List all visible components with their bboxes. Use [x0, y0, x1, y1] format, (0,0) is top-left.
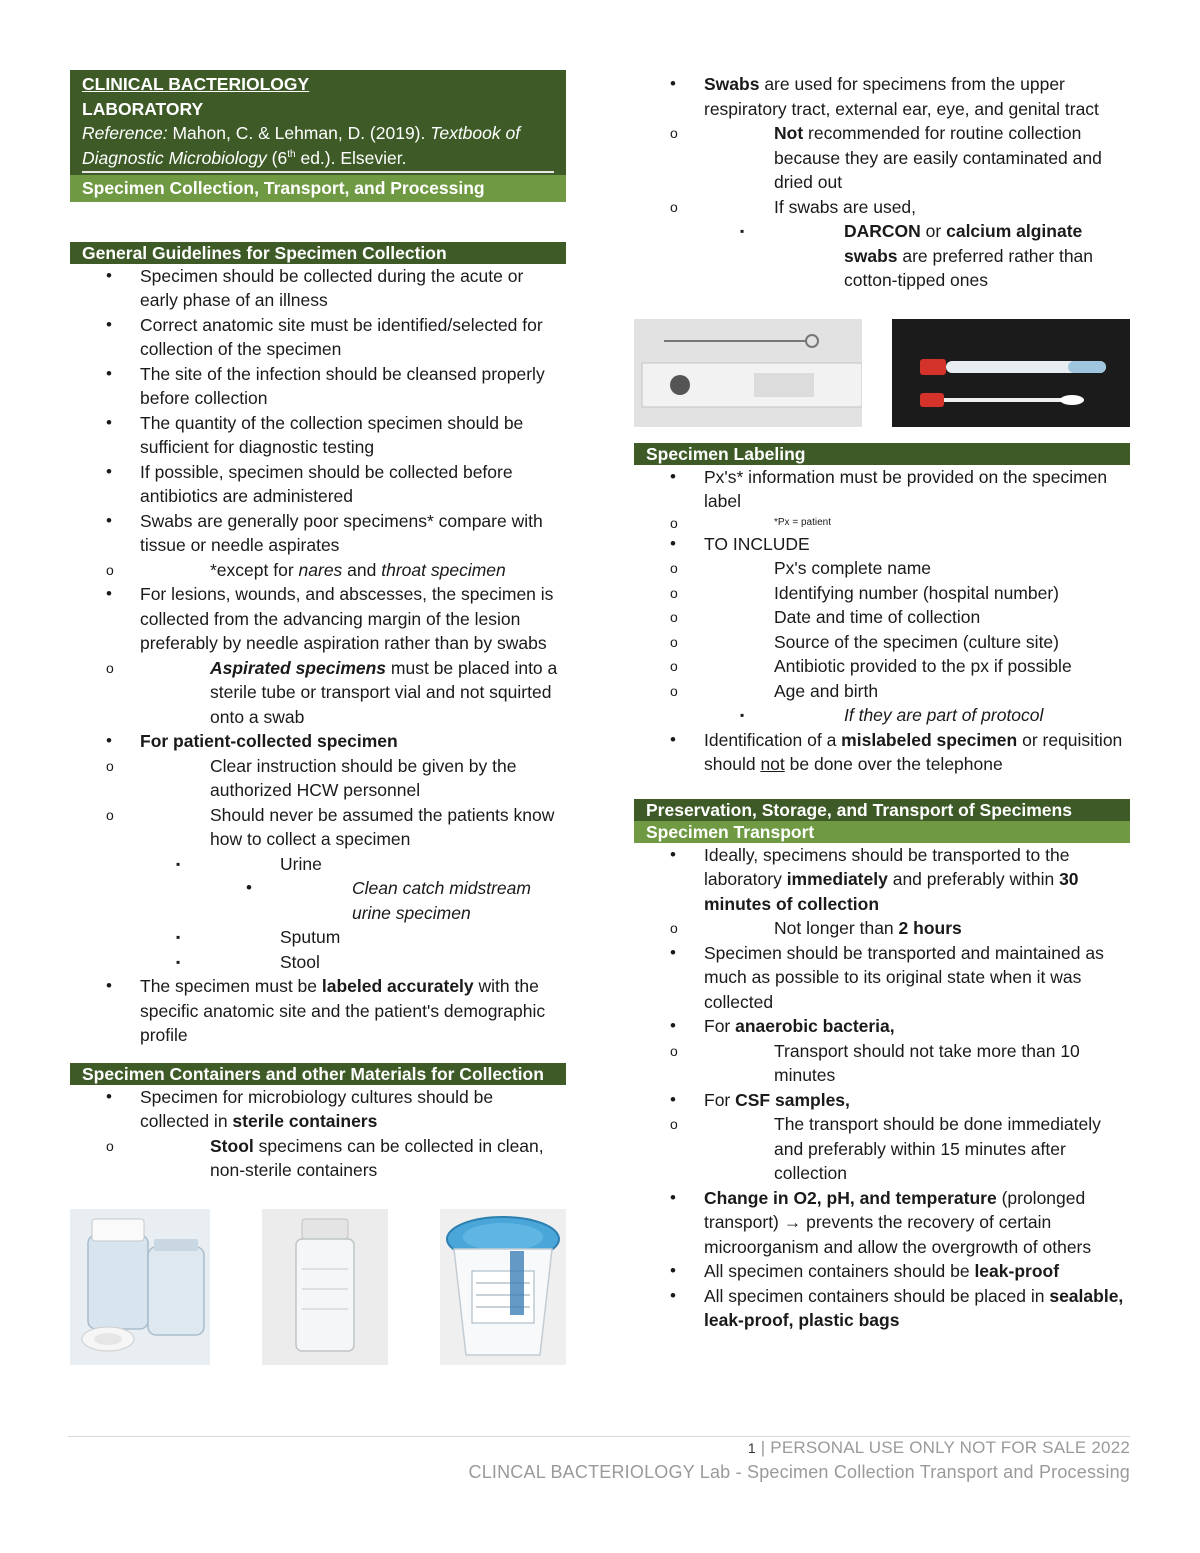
- list-item: • For lesions, wounds, and abscesses, the specimen is collected from the advancing margin of the lesion preferably by needle aspiration rather than by swabs o Aspirated specimens must be placed into a sterile tube or transport vial and not squirted onto a swab: [70, 582, 566, 729]
- list-item: o Source of the specimen (culture site): [634, 630, 1130, 655]
- glass-bottle-image: [262, 1209, 388, 1365]
- doc-subtitle: Specimen Collection, Transport, and Processing: [70, 175, 566, 202]
- section-subheading-transport: Specimen Transport: [634, 821, 1130, 843]
- list-item: • For patient-collected specimen o Clear instruction should be given by the authorized HCW personnel o Should never be assumed the patients know how to collect a specimen ▪ Urine • Clean catch midstream urine specimen ▪ Sputum ▪ Stool: [70, 729, 566, 974]
- list-item: • TO INCLUDE o Px's complete name o Identifying number (hospital number) o Date and time of collection o Source of the specimen (culture site) o Antibiotic provided to the px if possible o Age and birth ▪ If they are part of protocol: [634, 532, 1130, 728]
- specimen-cup-image: [440, 1209, 566, 1365]
- swab-tubes-image: [892, 319, 1130, 427]
- list-item: o *Px = patient: [634, 514, 1130, 532]
- list-item: • All specimen containers should be leak-proof: [634, 1259, 1130, 1284]
- containers-list: [70, 1085, 566, 1183]
- list-item: o Stool specimens can be collected in clean, non-sterile containers: [70, 1134, 566, 1183]
- section-heading-general: General Guidelines for Specimen Collection: [70, 242, 566, 264]
- reference: Reference: Mahon, C. & Lehman, D. (2019). Textbook of Diagnostic Microbiology (6th ed.). Elsevier.: [82, 121, 554, 173]
- list-item: • If possible, specimen should be collected before antibiotics are administered: [70, 460, 566, 509]
- list-item: • Specimen should be collected during the acute or early phase of an illness: [70, 264, 566, 313]
- list-item: o Date and time of collection: [634, 605, 1130, 630]
- swab-photos: [634, 319, 1130, 427]
- list-item: • Correct anatomic site must be identified/selected for collection of the specimen: [70, 313, 566, 362]
- list-item: ▪ DARCON or calcium alginate swabs are preferred rather than cotton-tipped ones: [704, 219, 1130, 293]
- list-item: o Aspirated specimens must be placed into a sterile tube or transport vial and not squirted onto a swab: [70, 656, 566, 730]
- section-heading-preservation: Preservation, Storage, and Transport of Specimens: [634, 799, 1130, 821]
- list-item: ▪ Sputum: [140, 925, 566, 950]
- swab-package-image: [634, 319, 862, 427]
- list-item: o Should never be assumed the patients know how to collect a specimen ▪ Urine • Clean catch midstream urine specimen ▪ Sputum ▪ Stool: [70, 803, 566, 975]
- list-item: • Px's* information must be provided on the specimen label o *Px = patient: [634, 465, 1130, 532]
- list-item: o Transport should not take more than 10 minutes: [634, 1039, 1130, 1088]
- transport-list: [634, 843, 1130, 1333]
- labeling-list: [634, 465, 1130, 777]
- containers-photo: [70, 1209, 566, 1365]
- list-item: • For anaerobic bacteria, o Transport should not take more than 10 minutes: [634, 1014, 1130, 1088]
- list-item: • Ideally, specimens should be transported to the laboratory immediately and preferably within 30 minutes of collection o Not longer than 2 hours: [634, 843, 1130, 941]
- plastic-jars-image: [70, 1209, 210, 1365]
- list-item: o Px's complete name: [634, 556, 1130, 581]
- list-item: • Identification of a mislabeled specimen or requisition should not be done over the telephone: [634, 728, 1130, 777]
- list-item: ▪ Urine • Clean catch midstream urine specimen: [140, 852, 566, 926]
- swabs-list: [634, 72, 1130, 293]
- list-item: • Specimen for microbiology cultures should be collected in sterile containers o Stool specimens can be collected in clean, non-sterile containers: [70, 1085, 566, 1183]
- footer-line1: 1 | PERSONAL USE ONLY NOT FOR SALE 2022: [747, 1438, 1130, 1457]
- list-item: • Swabs are used for specimens from the upper respiratory tract, external ear, eye, and genital tract o Not recommended for routine collection because they are easily contaminated and dried out o If swabs are used, ▪ DARCON or calcium alginate swabs are preferred rather than cotton-tipped ones: [634, 72, 1130, 293]
- doc-title-line1: CLINICAL BACTERIOLOGY: [82, 74, 310, 94]
- list-item: o Not recommended for routine collection because they are easily contaminated and dried out: [634, 121, 1130, 195]
- list-item: o Not longer than 2 hours: [634, 916, 1130, 941]
- footer-line2: CLINCAL BACTERIOLOGY Lab - Specimen Collection Transport and Processing: [468, 1462, 1130, 1482]
- list-item: • Specimen should be transported and maintained as much as possible to its original state when it was collected: [634, 941, 1130, 1015]
- page-number: 1: [747, 1440, 756, 1456]
- list-item: • The specimen must be labeled accurately with the specific anatomic site and the patient's demographic profile: [70, 974, 566, 1048]
- general-list: [70, 264, 566, 1048]
- list-item: • Swabs are generally poor specimens* compare with tissue or needle aspirates o *except for nares and throat specimen: [70, 509, 566, 583]
- list-item: o Clear instruction should be given by the authorized HCW personnel: [70, 754, 566, 803]
- list-item: o The transport should be done immediately and preferably within 15 minutes after collection: [634, 1112, 1130, 1186]
- list-item: ▪ Stool: [140, 950, 566, 975]
- list-item: • The quantity of the collection specimen should be sufficient for diagnostic testing: [70, 411, 566, 460]
- footer-divider: [68, 1436, 1130, 1437]
- list-item: o Identifying number (hospital number): [634, 581, 1130, 606]
- left-column: [70, 70, 566, 1365]
- list-item: • Clean catch midstream urine specimen: [210, 876, 566, 925]
- list-item: o Antibiotic provided to the px if possible: [634, 654, 1130, 679]
- section-heading-containers: Specimen Containers and other Materials for Collection: [70, 1063, 566, 1085]
- list-item: o If swabs are used, ▪ DARCON or calcium alginate swabs are preferred rather than cotton-tipped ones: [634, 195, 1130, 293]
- title-block: [70, 70, 566, 175]
- section-heading-labeling: Specimen Labeling: [634, 443, 1130, 465]
- list-item: o Age and birth ▪ If they are part of protocol: [634, 679, 1130, 728]
- list-item: ▪ If they are part of protocol: [704, 703, 1130, 728]
- list-item: o *except for nares and throat specimen: [70, 558, 566, 583]
- list-item: • All specimen containers should be placed in sealable, leak-proof, plastic bags: [634, 1284, 1130, 1333]
- right-column: [634, 72, 1130, 1333]
- list-item: • The site of the infection should be cleansed properly before collection: [70, 362, 566, 411]
- doc-title-line2: LABORATORY: [82, 98, 204, 119]
- list-item: • For CSF samples, o The transport should be done immediately and preferably within 15 minutes after collection: [634, 1088, 1130, 1186]
- list-item: • Change in O2, pH, and temperature (prolonged transport) → prevents the recovery of certain microorganism and allow the overgrowth of others: [634, 1186, 1130, 1260]
